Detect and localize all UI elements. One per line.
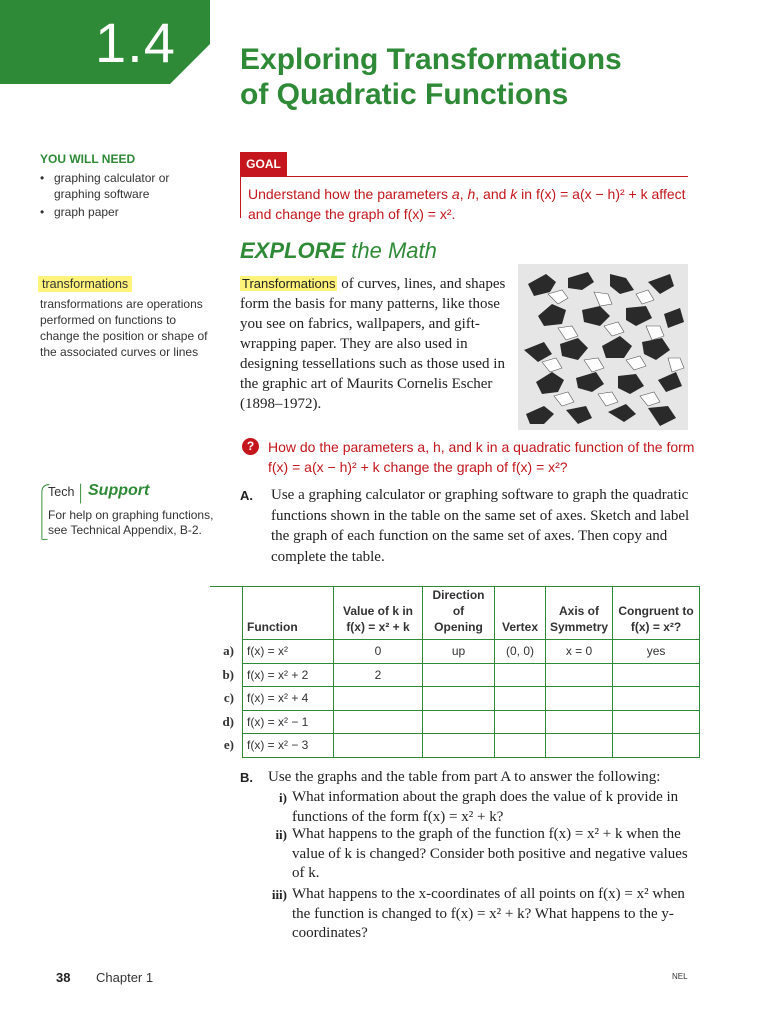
cell-congruent: yes — [613, 640, 700, 664]
cell-axis — [546, 687, 613, 711]
glossary-definition: transformations are operations performed on functions to change the position or shape of the associated curves or lines — [40, 297, 208, 359]
header-k-value: Value of k in f(x) = x² + k — [334, 587, 423, 640]
header-function: Function — [243, 587, 334, 640]
row-label: c) — [223, 690, 234, 706]
cell-function: f(x) = x² — [243, 640, 334, 664]
part-a-text: Use a graphing calculator or graphing software to graph the quadratic functions shown in the table on the same set of axes. Sketch and label the graph of each function on the same set of axes. Then copy and complete the table. — [271, 487, 690, 565]
key-question: How do the parameters a, h, and k in a quadratic function of the form f(x) = a(x − h)² + k change the graph of f(x) = x²? — [268, 439, 695, 475]
page-number: 38 — [56, 970, 71, 985]
question-icon: ? — [242, 438, 259, 455]
cell-vertex — [495, 710, 546, 734]
cell-direction — [423, 687, 495, 711]
section-number: 1.4 — [95, 11, 176, 74]
list-item: • graphing calculator or graphing software — [40, 171, 170, 201]
subpart-text: What happens to the graph of the function f(x) = x² + k when the value of k is changed? Consider both positive and negative values of k. — [292, 826, 688, 881]
cell-direction — [423, 734, 495, 758]
page-title — [240, 42, 740, 112]
goal-tag: GOAL — [240, 152, 287, 176]
table-header-row — [210, 587, 700, 640]
cell-vertex — [495, 687, 546, 711]
cell-k — [334, 687, 423, 711]
subpart-number: ii) — [275, 827, 287, 842]
row-label: b) — [222, 666, 234, 682]
explore-paragraph: Transformations of curves, lines, and shapes form the basis for many patterns, like those you see on fabrics, wallpapers, and gift-wrapping paper. They are also used in designing tessellations such as those used in the graphic art of Maurits Cornelis Escher (1898–1972). — [240, 276, 506, 412]
cell-k — [334, 710, 423, 734]
cell-axis — [546, 663, 613, 687]
cell-function: f(x) = x² − 1 — [243, 710, 334, 734]
cell-k: 2 — [334, 663, 423, 687]
list-item: • graph paper — [40, 205, 119, 219]
row-label: e) — [223, 737, 234, 753]
cell-k — [334, 734, 423, 758]
tech-label: Tech — [48, 485, 75, 499]
cell-axis — [546, 710, 613, 734]
row-label: d) — [222, 713, 234, 729]
row-label: a) — [223, 643, 234, 659]
highlighted-term: Transformations — [242, 276, 336, 291]
cell-vertex — [495, 734, 546, 758]
publisher-mark: NEL — [672, 972, 688, 981]
table-row — [210, 687, 700, 711]
goal-rule — [240, 176, 688, 177]
title-line-2: of Quadratic Functions — [240, 78, 569, 111]
cell-direction — [423, 663, 495, 687]
explore-heading: EXPLORE the Math — [240, 238, 437, 263]
cell-congruent — [613, 710, 700, 734]
cell-direction: up — [423, 640, 495, 664]
subpart-number: iii) — [271, 887, 287, 902]
bullet-icon: • — [40, 205, 45, 219]
transformations-table — [210, 586, 700, 758]
cell-congruent — [613, 663, 700, 687]
bullet-icon: • — [40, 171, 45, 185]
you-will-need-heading: YOU WILL NEED — [40, 152, 136, 166]
cell-congruent — [613, 687, 700, 711]
header-vertex: Vertex — [495, 587, 546, 640]
cell-congruent — [613, 734, 700, 758]
subpart-number: i) — [279, 790, 287, 805]
part-b-label: B. — [240, 770, 253, 785]
tech-support-text: For help on graphing functions, see Technical Appendix, B-2. — [48, 508, 214, 537]
cell-function: f(x) = x² + 4 — [243, 687, 334, 711]
support-label: Support — [88, 482, 150, 499]
escher-tessellation-image — [518, 264, 688, 430]
cell-axis — [546, 734, 613, 758]
title-line-1: Exploring Transformations — [240, 43, 622, 76]
chapter-label: Chapter 1 — [96, 970, 154, 985]
table-row — [210, 734, 700, 758]
subpart-text: What happens to the x-coordinates of all points on f(x) = x² when the function is changed to f(x) = x² + k? What happens to the y-coordinates? — [292, 886, 685, 941]
goal-text: Understand how the parameters a, h, and k in f(x) = a(x − h)² + k affect and change the graph of f(x) = x². — [248, 186, 686, 222]
you-will-need-list — [40, 170, 210, 222]
table-row — [210, 663, 700, 687]
goal-vertical-rule — [240, 176, 241, 218]
cell-function: f(x) = x² + 2 — [243, 663, 334, 687]
cell-axis: x = 0 — [546, 640, 613, 664]
cell-function: f(x) = x² − 3 — [243, 734, 334, 758]
subpart-text: What information about the graph does the value of k provide in functions of the form f(x) = x² + k? — [292, 789, 679, 825]
part-b-intro: Use the graphs and the table from part A to answer the following: — [268, 769, 661, 785]
header-congruent: Congruent to f(x) = x²? — [613, 587, 700, 640]
cell-vertex: (0, 0) — [495, 640, 546, 664]
header-axis: Axis of Symmetry — [546, 587, 613, 640]
table-row — [210, 710, 700, 734]
header-direction: Direction of Opening — [423, 587, 495, 640]
cell-vertex — [495, 663, 546, 687]
glossary-term: transformations — [38, 276, 132, 292]
cell-direction — [423, 710, 495, 734]
cell-k: 0 — [334, 640, 423, 664]
part-a-label: A. — [240, 488, 253, 503]
table-row — [210, 640, 700, 664]
